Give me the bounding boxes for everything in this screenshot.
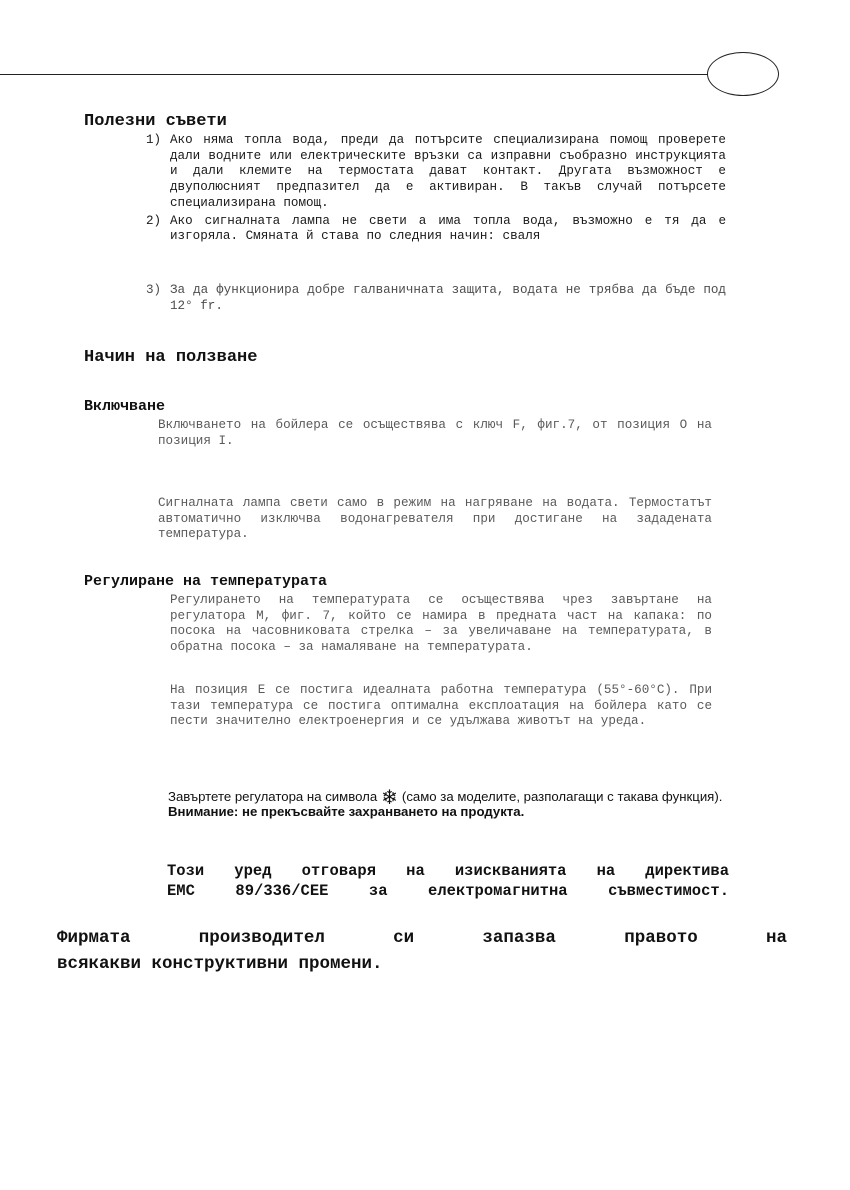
tips-list-continued [146, 283, 726, 316]
tips-list [146, 133, 726, 247]
list-item-number: 1) [146, 133, 162, 147]
emc-line-1: Този уред отговаря на изискванията на директива [167, 862, 729, 880]
frost-warning: Внимание: не прекъсвайте захранването на продукта. [168, 804, 525, 819]
manufacturer-line-2: всякакви конструктивни промени. [57, 954, 383, 974]
frost-text-before: Завъртете регулатора на символа [168, 789, 378, 804]
frost-text-after: (само за моделите, разполагащи с такава функция). [401, 789, 723, 804]
list-item-text: Ако сигналната лампа не свети а има топла вода, възможно е тя да е изгоряла. Смяната й става по следния начин: сваля [170, 213, 726, 244]
emc-statement [167, 861, 729, 901]
list-item [146, 133, 726, 212]
ideal-temperature-paragraph: На позиция E се постига идеалната работна температура (55°-60°C). При тази температура се постига оптимална експлоатация на бойлера като се пести значително електроенергия и се удължава животът на уреда. [170, 683, 712, 729]
switching-on-paragraph: Включването на бойлера се осъществява с ключ F, фиг.7, от позиция O на позиция I. [158, 418, 712, 448]
page-number-oval [707, 52, 779, 96]
snowflake-icon: ❄ [381, 787, 398, 809]
switching-on-heading: Включване [84, 398, 166, 415]
temperature-paragraph: Регулирането на температурата се осъществява чрез завъртане на регулатора M, фиг. 7, който се намира в предната част на капака: по посока на часовниковата стрелка – за увеличаване на температурата, в обратна посока – за намаляване на температурата. [170, 593, 712, 655]
signal-lamp-paragraph: Сигналната лампа свети само в режим на нагряване на водата. Термостатът автоматично изключва водонагревателя при достигане на зададената температура. [158, 496, 712, 542]
list-item [146, 214, 726, 245]
temperature-heading: Регулиране на температурата [84, 573, 328, 590]
list-item-text: За да функционира добре галваничната защита, водата не трябва да бъде под 12° fr. [170, 283, 726, 313]
usage-heading: Начин на ползване [84, 348, 258, 367]
manufacturer-line-1: Фирмата производител си запазва правото на [57, 928, 787, 948]
list-item-number: 3) [146, 283, 162, 297]
emc-line-2: EMC 89/336/CEE за електромагнитна съвместимост. [167, 882, 729, 900]
list-item-number: 2) [146, 213, 162, 228]
list-item-text: Ако няма топла вода, преди да потърсите специализирана помощ проверете дали водните или електрическите връзки са изправни съобразно инструкцията и дали клемите на термостата дават контакт. Другата възможност е двуполюсният предпазител да е активиран. В такъв случай потърсете специализирана помощ. [170, 133, 726, 210]
list-item [146, 283, 726, 314]
tips-heading: Полезни съвети [84, 112, 227, 131]
manufacturer-notice [57, 925, 787, 977]
header-rule [0, 74, 712, 75]
frost-instruction [168, 787, 738, 820]
